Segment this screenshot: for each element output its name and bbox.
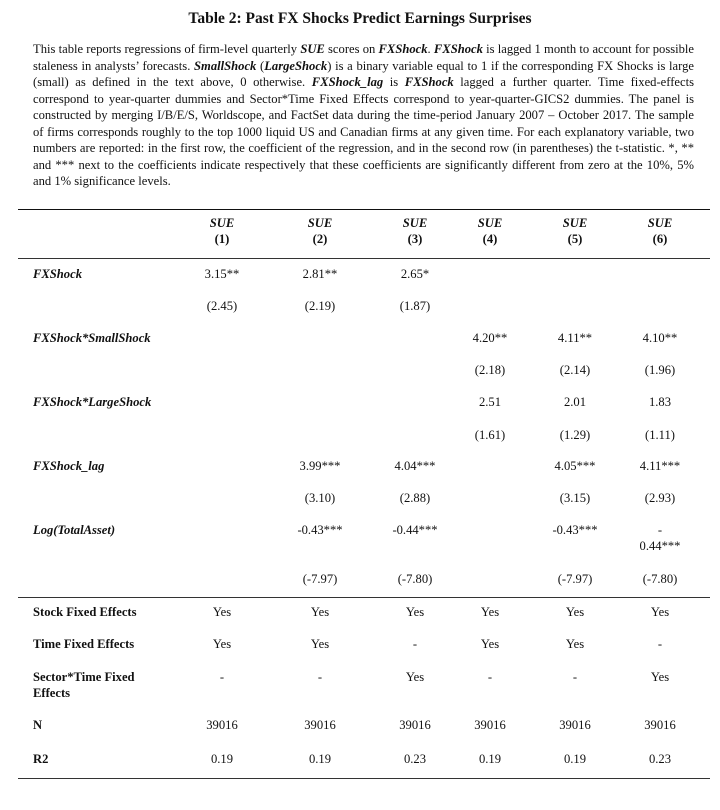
effects-label: N: [33, 718, 43, 732]
description-segment: LargeShock: [264, 58, 328, 73]
coefficient-cell: 2.51: [478, 395, 502, 409]
row-label: Log(TotalAsset): [33, 523, 116, 537]
effects-cell: -: [657, 637, 663, 651]
coefficient-cell: 3.15**: [204, 267, 240, 281]
coefficient-cell: 3.99***: [299, 459, 341, 473]
tstat-cell: (1.61): [474, 428, 506, 442]
effects-label: Time Fixed Effects: [33, 637, 135, 651]
effects-cell: -: [572, 670, 578, 684]
effects-cell: 39016: [304, 718, 336, 732]
coefficient-cell: 4.10**: [642, 331, 678, 345]
effects-rule: [18, 597, 710, 598]
effects-label: R2: [33, 752, 49, 766]
column-header-dep: SUE: [477, 216, 503, 230]
effects-cell: 39016: [474, 718, 506, 732]
column-header-number: (3): [407, 232, 423, 246]
effects-cell: Yes: [480, 637, 500, 651]
effects-label: Sector*Time Fixed: [33, 670, 135, 684]
column-header-dep: SUE: [209, 216, 235, 230]
column-header-number: (5): [567, 232, 583, 246]
effects-cell: Yes: [650, 605, 670, 619]
row-label: FXShock*SmallShock: [33, 331, 151, 345]
effects-label-continued: Effects: [33, 686, 71, 700]
effects-cell: Yes: [310, 605, 330, 619]
description-segment: This table reports regressions of firm-level quarterly: [33, 42, 301, 56]
table-description: [33, 41, 694, 190]
column-header-number: (4): [482, 232, 498, 246]
effects-cell: 39016: [399, 718, 431, 732]
effects-cell: 0.23: [403, 752, 427, 766]
description-segment: (: [256, 58, 265, 73]
coefficient-cell: -0.43***: [297, 523, 343, 537]
effects-cell: 0.19: [308, 752, 332, 766]
description-segment: .: [427, 42, 434, 56]
column-header-number: (6): [652, 232, 668, 246]
column-header-dep: SUE: [647, 216, 673, 230]
description-segment: SUE: [300, 42, 325, 56]
description-segment: is lagged 1 month to account for possible staleness in analysts’ forecasts.: [33, 42, 695, 73]
tstat-cell: (3.15): [559, 491, 591, 505]
description-segment: scores on: [324, 42, 379, 56]
effects-cell: -: [487, 670, 493, 684]
column-header-number: (1): [214, 232, 230, 246]
effects-label: Stock Fixed Effects: [33, 605, 137, 619]
tstat-cell: (2.19): [304, 299, 336, 313]
tstat-cell: (-7.97): [557, 572, 593, 586]
coefficient-cell: 2.65*: [400, 267, 430, 281]
column-header-dep: SUE: [402, 216, 428, 230]
coefficient-cell: -: [657, 523, 663, 537]
description-segment: FXShock_lag: [311, 75, 384, 89]
row-label: FXShock: [33, 267, 82, 281]
description-segment: is: [383, 75, 405, 89]
coefficient-cell: 4.05***: [554, 459, 596, 473]
effects-cell: 0.19: [563, 752, 587, 766]
effects-cell: 39016: [206, 718, 238, 732]
effects-cell: Yes: [650, 670, 670, 684]
header-rule: [18, 258, 710, 259]
column-header-dep: SUE: [562, 216, 588, 230]
tstat-cell: (3.10): [304, 491, 336, 505]
description-segment: SmallShock: [194, 58, 257, 73]
coefficient-cell: 4.20**: [472, 331, 508, 345]
effects-cell: Yes: [212, 605, 232, 619]
effects-cell: 39016: [644, 718, 676, 732]
tstat-cell: (-7.80): [642, 572, 678, 586]
description-segment: ) is a binary variable equal to 1 if the corresponding FX Shocks is large (small) as defined in the text above, 0 otherwise.: [33, 58, 695, 89]
description-segment: FXShock: [378, 42, 428, 56]
effects-cell: Yes: [405, 605, 425, 619]
effects-cell: Yes: [212, 637, 232, 651]
coefficient-cell: 4.11***: [639, 459, 681, 473]
tstat-cell: (2.18): [474, 363, 506, 377]
coefficient-cell: -0.44***: [392, 523, 438, 537]
table-bottom-rule: [18, 778, 710, 779]
effects-cell: Yes: [480, 605, 500, 619]
tstat-cell: (-7.97): [302, 572, 338, 586]
tstat-cell: (2.14): [559, 363, 591, 377]
coefficient-cell: 2.81**: [302, 267, 338, 281]
effects-cell: -: [412, 637, 418, 651]
tstat-cell: (-7.80): [397, 572, 433, 586]
effects-cell: -: [219, 670, 225, 684]
row-label: FXShock*LargeShock: [33, 395, 152, 409]
effects-cell: Yes: [565, 605, 585, 619]
effects-cell: -: [317, 670, 323, 684]
coefficient-cell: 4.11**: [557, 331, 593, 345]
tstat-cell: (1.87): [399, 299, 431, 313]
effects-cell: 0.19: [478, 752, 502, 766]
effects-cell: 0.23: [648, 752, 672, 766]
tstat-cell: (2.88): [399, 491, 431, 505]
coefficient-cell: 4.04***: [394, 459, 436, 473]
description-segment: FXShock: [404, 75, 454, 89]
tstat-cell: (1.29): [559, 428, 591, 442]
effects-cell: Yes: [405, 670, 425, 684]
effects-cell: 39016: [559, 718, 591, 732]
row-label: FXShock_lag: [33, 459, 105, 473]
effects-cell: Yes: [565, 637, 585, 651]
coefficient-cell: 1.83: [648, 395, 672, 409]
tstat-cell: (2.93): [644, 491, 676, 505]
coefficient-cell: -0.43***: [552, 523, 598, 537]
column-header-dep: SUE: [307, 216, 333, 230]
column-header-number: (2): [312, 232, 328, 246]
description-segment: FXShock: [433, 42, 483, 56]
coefficient-cell: 2.01: [563, 395, 587, 409]
effects-cell: Yes: [310, 637, 330, 651]
coefficient-cell-continued: 0.44***: [639, 539, 681, 553]
description-segment: lagged a further quarter. Time fixed-effects correspond to year-quarter dummies and Sector*Time Fixed Effects correspond to year-quarter-GICS2 dummies. The panel is constructed by merging I/B/E/S, Worldscope, and FactSet data during the time-period January 2007 – October 2017. The sample of firms corresponds roughly to the top 1000 liquid US and Canadian firms at any given time. For each explanatory variable, two numbers are reported: in the first row, the coefficient of the regression, and in the second row (in parentheses) the t-statistic. *, ** and *** next to the coefficients indicate respectively that these coefficients are significantly different from zero at the 10%, 5% and 1% significance levels.: [33, 75, 694, 188]
table-top-rule: [18, 209, 710, 210]
tstat-cell: (1.96): [644, 363, 676, 377]
tstat-cell: (1.11): [645, 428, 675, 442]
effects-cell: 0.19: [210, 752, 234, 766]
tstat-cell: (2.45): [206, 299, 238, 313]
table-title: Table 2: Past FX Shocks Predict Earnings Surprises: [188, 10, 532, 27]
